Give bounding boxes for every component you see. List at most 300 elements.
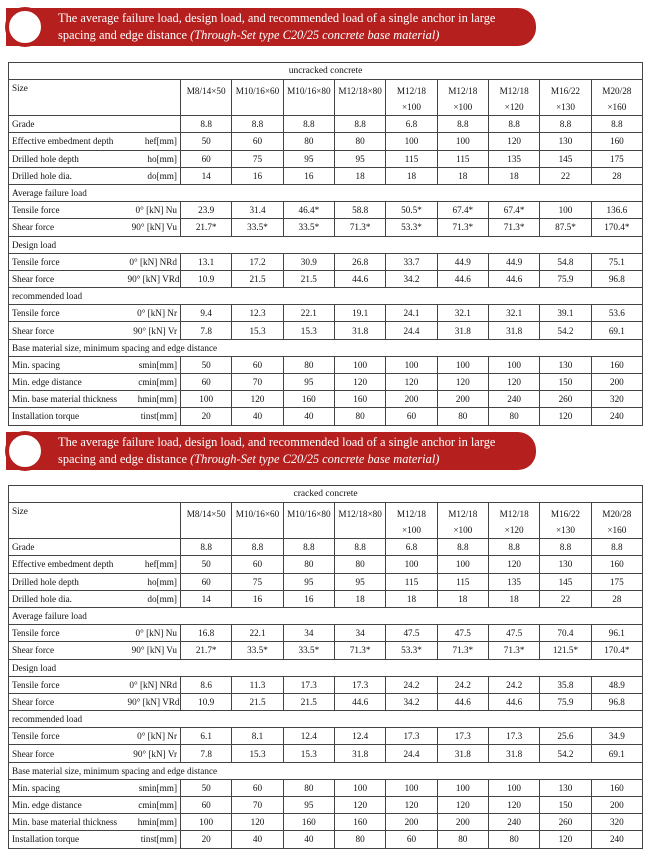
table-cell: 60 — [181, 374, 232, 391]
section-design-load — [9, 659, 643, 676]
size-name: M12/18×80 — [338, 86, 382, 97]
table-cell: 20 — [181, 408, 232, 425]
table-cell: 21.5 — [232, 693, 283, 710]
row-embedment-depth — [9, 133, 643, 150]
size-length: ×100 — [401, 525, 421, 536]
table-cell: 8.8 — [181, 116, 232, 133]
table-cell: 115 — [386, 573, 437, 590]
section-base-material — [9, 762, 643, 779]
table-cell: 47.5 — [437, 625, 488, 642]
size-name: M12/18 — [448, 509, 478, 520]
row-label: Grade — [9, 116, 181, 133]
row-label: Shear force — [9, 219, 125, 236]
row-symbol: 90° [kN] Vr — [125, 745, 181, 762]
table-cell: 24.2 — [437, 676, 488, 693]
table-cell: 44.6 — [488, 693, 539, 710]
size-column-header — [540, 80, 591, 116]
table-cell: 22 — [540, 167, 591, 184]
row-label: Shear force — [9, 693, 125, 710]
row-shear-recommended — [9, 745, 643, 762]
table-cell: 17.3 — [437, 728, 488, 745]
size-length: ×100 — [401, 102, 421, 113]
table-cell: 8.8 — [488, 539, 539, 556]
table-cell: 170.4* — [591, 642, 642, 659]
table-cell: 8.8 — [540, 539, 591, 556]
table-cell: 60 — [181, 150, 232, 167]
table-header-row — [9, 80, 643, 116]
size-length: ×130 — [555, 102, 575, 113]
table-cell: 16 — [232, 167, 283, 184]
table-cell: 136.6 — [591, 202, 642, 219]
row-grade — [9, 539, 643, 556]
table-cell: 100 — [540, 202, 591, 219]
size-name: M10/16×80 — [287, 86, 331, 97]
table-cell: 14 — [181, 167, 232, 184]
table-cell: 22 — [540, 590, 591, 607]
table-cell: 120 — [540, 831, 591, 848]
row-label: Tensile force — [9, 625, 125, 642]
table-cell: 33.5* — [283, 642, 334, 659]
table-cell: 60 — [232, 556, 283, 573]
size-name: M8/14×50 — [186, 509, 226, 520]
table-cell: 24.2 — [488, 676, 539, 693]
table-cell: 95 — [283, 573, 334, 590]
row-symbol: tinst[mm] — [125, 408, 181, 425]
table-cell: 120 — [232, 814, 283, 831]
table-cell: 69.1 — [591, 322, 642, 339]
table-cell: 95 — [283, 797, 334, 814]
table-cell: 10.9 — [181, 270, 232, 287]
row-tensile-recommended — [9, 728, 643, 745]
table-cell: 175 — [591, 150, 642, 167]
table-cell: 80 — [334, 408, 385, 425]
table-cell: 160 — [334, 391, 385, 408]
table-cell: 6.1 — [181, 728, 232, 745]
table-cell: 320 — [591, 814, 642, 831]
table-cell: 70 — [232, 797, 283, 814]
table-cell: 34.2 — [386, 270, 437, 287]
table-cell: 44.6 — [437, 270, 488, 287]
table-cell: 34.9 — [591, 728, 642, 745]
table-cell: 40 — [232, 408, 283, 425]
row-shear-design — [9, 693, 643, 710]
size-length: ×120 — [504, 102, 524, 113]
table-cell: 54.2 — [540, 322, 591, 339]
row-label: Drilled hole depth — [9, 150, 125, 167]
table-cell: 71.3* — [334, 219, 385, 236]
table-cell: 135 — [488, 150, 539, 167]
row-symbol: 0° [kN] Nr — [125, 728, 181, 745]
table-cell: 160 — [591, 556, 642, 573]
table-cell: 95 — [283, 150, 334, 167]
size-column-header — [488, 503, 539, 539]
size-column-header — [232, 80, 283, 116]
table-cell: 24.2 — [386, 676, 437, 693]
table-cell: 33.5* — [283, 219, 334, 236]
table-cell: 95 — [334, 150, 385, 167]
size-name: M12/18×80 — [338, 509, 382, 520]
table-cell: 21.7* — [181, 642, 232, 659]
table-cell: 60 — [232, 133, 283, 150]
table-cell: 100 — [386, 356, 437, 373]
table-cell: 26.8 — [334, 253, 385, 270]
table-cell: 50 — [181, 356, 232, 373]
table-cell: 47.5 — [488, 625, 539, 642]
row-label: Tensile force — [9, 253, 125, 270]
row-tensile-design — [9, 253, 643, 270]
section-label: recommended load — [9, 711, 643, 728]
row-symbol: 0° [kN] NRd — [125, 676, 181, 693]
table-cell: 16 — [283, 167, 334, 184]
table-cell: 40 — [283, 408, 334, 425]
table-cell: 87.5* — [540, 219, 591, 236]
table-cell: 12.3 — [232, 305, 283, 322]
table-cell: 8.6 — [181, 676, 232, 693]
row-label: Installation torque — [9, 831, 125, 848]
table-header-row — [9, 503, 643, 539]
table-cell: 80 — [334, 556, 385, 573]
section-average-failure-load — [9, 607, 643, 624]
table-cell: 115 — [386, 150, 437, 167]
size-name: M12/18 — [396, 86, 427, 97]
table-cell: 50.5* — [386, 202, 437, 219]
table-cell: 12.4 — [283, 728, 334, 745]
table-cell: 70.4 — [540, 625, 591, 642]
banner-title — [58, 434, 528, 467]
table-cell: 120 — [488, 133, 539, 150]
table-cell: 100 — [334, 356, 385, 373]
circle-icon — [5, 7, 45, 47]
row-installation-torque — [9, 408, 643, 425]
row-label: Min. base material thickness — [9, 391, 125, 408]
size-column-header — [591, 80, 642, 116]
table-cell: 54.2 — [540, 745, 591, 762]
table-cell: 18 — [334, 590, 385, 607]
table-cell: 71.3* — [437, 219, 488, 236]
size-name: M12/18 — [448, 86, 478, 97]
table-cell: 69.1 — [591, 745, 642, 762]
table-cell: 18 — [334, 167, 385, 184]
row-label: Effective embedment depth — [9, 556, 125, 573]
table-cell: 100 — [437, 779, 488, 796]
table-cell: 75.1 — [591, 253, 642, 270]
table-cell: 6.8 — [386, 539, 437, 556]
table-cell: 34 — [283, 625, 334, 642]
table-cell: 100 — [386, 556, 437, 573]
row-label: Min. edge distance — [9, 797, 125, 814]
section-recommended-load — [9, 711, 643, 728]
table-cell: 80 — [283, 779, 334, 796]
table-cell: 32.1 — [488, 305, 539, 322]
table-cell: 8.8 — [488, 116, 539, 133]
table-cell: 120 — [488, 374, 539, 391]
row-symbol: smin[mm] — [125, 356, 181, 373]
row-symbol: do[mm] — [125, 590, 181, 607]
size-header: Size — [9, 503, 181, 539]
row-label: Drilled hole depth — [9, 573, 125, 590]
table-cell: 145 — [540, 573, 591, 590]
table-cell: 24.4 — [386, 322, 437, 339]
row-min-edge-distance — [9, 374, 643, 391]
row-min-spacing — [9, 356, 643, 373]
table-cell: 44.6 — [437, 693, 488, 710]
section-label: recommended load — [9, 288, 643, 305]
circle-icon — [5, 431, 45, 471]
table-cell: 100 — [386, 779, 437, 796]
table-cell: 25.6 — [540, 728, 591, 745]
table-cell: 15.3 — [283, 322, 334, 339]
table-cell: 71.3* — [488, 642, 539, 659]
table-cell: 96.8 — [591, 693, 642, 710]
size-header: Size — [9, 80, 181, 116]
table-cell: 24.1 — [386, 305, 437, 322]
table-cell: 8.8 — [437, 116, 488, 133]
size-column-header — [437, 503, 488, 539]
size-name: M20/28 — [602, 509, 632, 520]
section-label: Average failure load — [9, 184, 643, 201]
size-name: M20/28 — [602, 86, 632, 97]
table-cell: 200 — [386, 814, 437, 831]
row-label: Shear force — [9, 642, 125, 659]
row-symbol: 90° [kN] VRd — [125, 693, 181, 710]
section-label: Base material size, minimum spacing and edge distance — [9, 339, 643, 356]
table-cell: 120 — [488, 556, 539, 573]
section-recommended-load — [9, 288, 643, 305]
section-label: Average failure load — [9, 607, 643, 624]
row-label: Shear force — [9, 270, 125, 287]
row-symbol: ho[mm] — [125, 573, 181, 590]
section-label: Design load — [9, 659, 643, 676]
table-cell: 31.4 — [232, 202, 283, 219]
table-cell: 80 — [334, 831, 385, 848]
table-cell: 240 — [591, 408, 642, 425]
table-cell: 16 — [232, 590, 283, 607]
row-hole-diameter — [9, 590, 643, 607]
row-min-edge-distance — [9, 797, 643, 814]
table-caption: cracked concrete — [9, 486, 643, 503]
row-label: Effective embedment depth — [9, 133, 125, 150]
table-cell: 8.8 — [540, 116, 591, 133]
table-cell: 100 — [488, 356, 539, 373]
table-cell: 8.1 — [232, 728, 283, 745]
table-cell: 17.2 — [232, 253, 283, 270]
table-cell: 44.9 — [488, 253, 539, 270]
table-cell: 33.7 — [386, 253, 437, 270]
table-cell: 120 — [334, 374, 385, 391]
table-cell: 44.6 — [334, 270, 385, 287]
row-shear-average — [9, 642, 643, 659]
section-design-load — [9, 236, 643, 253]
table-cell: 100 — [386, 133, 437, 150]
table-cell: 53.6 — [591, 305, 642, 322]
row-symbol: do[mm] — [125, 167, 181, 184]
table-cell: 15.3 — [232, 745, 283, 762]
table-cell: 28 — [591, 167, 642, 184]
size-column-header — [334, 503, 385, 539]
table-cell: 60 — [232, 356, 283, 373]
table-cell: 8.8 — [437, 539, 488, 556]
table-cell: 200 — [386, 391, 437, 408]
table-cell: 120 — [386, 797, 437, 814]
size-name: M16/22 — [550, 509, 581, 520]
table-cell: 39.1 — [540, 305, 591, 322]
table-cell: 58.8 — [334, 202, 385, 219]
table-cell: 200 — [437, 814, 488, 831]
table-cell: 6.8 — [386, 116, 437, 133]
table-cell: 120 — [540, 408, 591, 425]
table-cell: 75 — [232, 150, 283, 167]
table-cell: 21.5 — [283, 693, 334, 710]
table-cell: 17.3 — [283, 676, 334, 693]
table-cell: 9.4 — [181, 305, 232, 322]
row-embedment-depth — [9, 556, 643, 573]
table-cell: 31.8 — [437, 322, 488, 339]
table-cell: 18 — [386, 167, 437, 184]
section-label: Base material size, minimum spacing and edge distance — [9, 762, 643, 779]
table-cell: 200 — [591, 797, 642, 814]
table-cell: 60 — [181, 797, 232, 814]
table-cell: 130 — [540, 356, 591, 373]
table-cell: 33.5* — [232, 642, 283, 659]
table-cell: 40 — [283, 831, 334, 848]
table-cell: 135 — [488, 573, 539, 590]
table-cell: 100 — [437, 133, 488, 150]
table-cell: 240 — [488, 391, 539, 408]
row-label: Tensile force — [9, 728, 125, 745]
row-symbol: cmin[mm] — [125, 797, 181, 814]
size-column-header — [283, 503, 334, 539]
size-name: M10/16×80 — [287, 509, 331, 520]
row-symbol: 90° [kN] Vr — [125, 322, 181, 339]
table-cell: 31.8 — [334, 745, 385, 762]
section-banner-cracked — [6, 432, 536, 470]
table-cell: 100 — [181, 391, 232, 408]
table-cell: 60 — [181, 573, 232, 590]
size-name: M12/18 — [499, 86, 529, 97]
table-cell: 260 — [540, 814, 591, 831]
table-cell: 10.9 — [181, 693, 232, 710]
table-cell: 240 — [488, 814, 539, 831]
table-cell: 80 — [488, 831, 539, 848]
table-cell: 8.8 — [283, 539, 334, 556]
table-cell: 80 — [283, 133, 334, 150]
table-cell: 18 — [386, 590, 437, 607]
table-cell: 19.1 — [334, 305, 385, 322]
banner-title — [58, 10, 528, 43]
row-symbol: ho[mm] — [125, 150, 181, 167]
table-cell: 28 — [591, 590, 642, 607]
table-cell: 8.8 — [591, 539, 642, 556]
table-cell: 120 — [334, 797, 385, 814]
table-cell: 160 — [283, 391, 334, 408]
size-column-header — [232, 503, 283, 539]
table-cell: 80 — [488, 408, 539, 425]
table-cell: 95 — [334, 573, 385, 590]
row-shear-recommended — [9, 322, 643, 339]
table-cell: 75.9 — [540, 693, 591, 710]
row-symbol: 90° [kN] Vu — [125, 642, 181, 659]
row-symbol: 90° [kN] Vu — [125, 219, 181, 236]
size-column-header — [181, 80, 232, 116]
row-min-spacing — [9, 779, 643, 796]
size-length: ×160 — [607, 525, 627, 536]
row-symbol: cmin[mm] — [125, 374, 181, 391]
table-cell: 40 — [232, 831, 283, 848]
section-average-failure-load — [9, 184, 643, 201]
table-cell: 120 — [437, 797, 488, 814]
table-cell: 8.8 — [232, 116, 283, 133]
table-cell: 15.3 — [232, 322, 283, 339]
table-cell: 96.8 — [591, 270, 642, 287]
table-cell: 31.8 — [437, 745, 488, 762]
table-cell: 120 — [488, 797, 539, 814]
table-cell: 31.8 — [488, 322, 539, 339]
table-cell: 44.9 — [437, 253, 488, 270]
table-cell: 100 — [181, 814, 232, 831]
size-column-header — [437, 80, 488, 116]
row-symbol: hmin[mm] — [125, 814, 181, 831]
size-column-header — [334, 80, 385, 116]
table-cell: 71.3* — [437, 642, 488, 659]
table-cell: 120 — [386, 374, 437, 391]
row-min-thickness — [9, 814, 643, 831]
table-cell: 95 — [283, 374, 334, 391]
row-label: Drilled hole dia. — [9, 590, 125, 607]
table-cell: 34 — [334, 625, 385, 642]
row-installation-torque — [9, 831, 643, 848]
table-cell: 75.9 — [540, 270, 591, 287]
row-label: Tensile force — [9, 676, 125, 693]
table-cell: 44.6 — [334, 693, 385, 710]
table-cell: 130 — [540, 133, 591, 150]
table-cell: 50 — [181, 556, 232, 573]
row-symbol: 0° [kN] Nu — [125, 202, 181, 219]
table-cell: 48.9 — [591, 676, 642, 693]
row-label: Min. spacing — [9, 356, 125, 373]
table-cell: 160 — [334, 814, 385, 831]
table-cell: 150 — [540, 374, 591, 391]
table-cell: 240 — [591, 831, 642, 848]
row-tensile-design — [9, 676, 643, 693]
size-column-header — [591, 503, 642, 539]
table-cell: 13.1 — [181, 253, 232, 270]
row-hole-diameter — [9, 167, 643, 184]
row-symbol: hmin[mm] — [125, 391, 181, 408]
table-cell: 150 — [540, 797, 591, 814]
size-length: ×100 — [453, 102, 473, 113]
table-cell: 60 — [386, 408, 437, 425]
table-cell: 18 — [437, 590, 488, 607]
table-cell: 80 — [334, 133, 385, 150]
row-symbol: hef[mm] — [125, 133, 181, 150]
table-cell: 17.3 — [334, 676, 385, 693]
size-column-header — [540, 503, 591, 539]
table-cell: 14 — [181, 590, 232, 607]
table-cell: 100 — [334, 779, 385, 796]
row-symbol: smin[mm] — [125, 779, 181, 796]
table-cell: 175 — [591, 573, 642, 590]
banner-subtitle: (Through-Set type C20/25 concrete base material) — [190, 451, 440, 466]
table-cell: 21.5 — [232, 270, 283, 287]
row-symbol: 90° [kN] VRd — [125, 270, 181, 287]
row-tensile-average — [9, 625, 643, 642]
table-cell: 200 — [437, 391, 488, 408]
row-symbol: hef[mm] — [125, 556, 181, 573]
size-column-header — [488, 80, 539, 116]
row-label: Installation torque — [9, 408, 125, 425]
table-cell: 34.2 — [386, 693, 437, 710]
table-cell: 130 — [540, 556, 591, 573]
